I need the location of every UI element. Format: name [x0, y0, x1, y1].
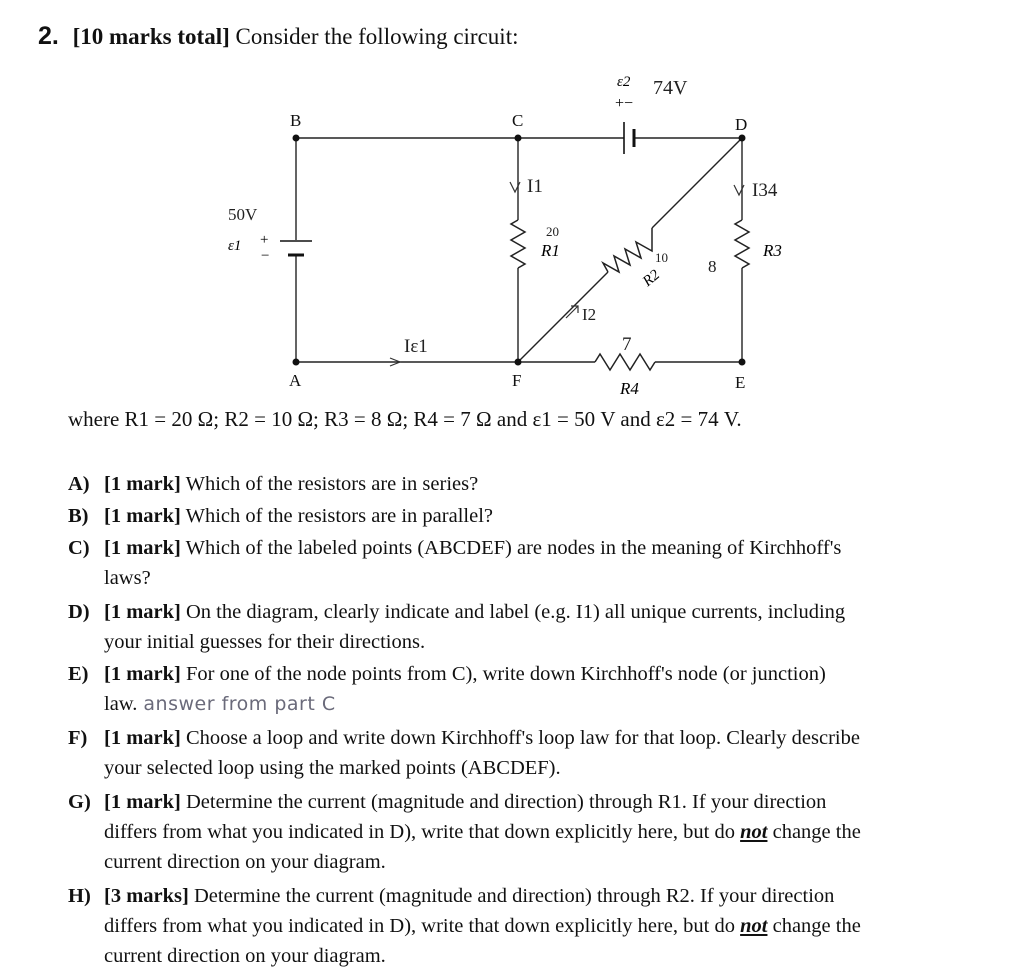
question-total-marks: [10 marks total]: [72, 24, 230, 49]
question-g-line2-end: change the: [772, 821, 861, 843]
current-i2-label: I2: [582, 305, 597, 324]
question-f-letter: F): [68, 727, 88, 749]
question-e-marks: [1 mark]: [104, 663, 181, 685]
node-label-f: F: [512, 371, 522, 390]
question-b: [68, 501, 988, 531]
question-heading: [38, 22, 518, 51]
question-g: [68, 787, 988, 877]
emf1-symbol-label: ε1: [228, 238, 242, 254]
question-h-marks: [3 marks]: [104, 885, 189, 907]
question-h-line2-start: differs from what you indicated in D), write that down explicitly here, but do: [104, 915, 735, 937]
question-h-emphasis-not: not: [740, 915, 768, 937]
r3-name-label: R3: [763, 241, 782, 260]
battery-emf1-symbol: [280, 241, 312, 255]
node-dot-e: [739, 359, 746, 366]
question-f-text-cont: your selected loop using the marked points (ABCDEF).: [104, 757, 561, 779]
question-e-text: For one of the node points from C), write down Kirchhoff's node (or junction): [185, 663, 826, 685]
question-a-text: Which of the resistors are in series?: [185, 473, 479, 495]
emf2-symbol-label: ε2: [617, 74, 631, 90]
resistor-r2-symbol: [603, 228, 652, 272]
question-g-text-cont2: current direction on your diagram.: [104, 851, 386, 873]
circuit-diagram: [0, 60, 1024, 405]
handwritten-answer-note: answer from part C: [143, 693, 336, 715]
question-c-text: Which of the labeled points (ABCDEF) are nodes in the meaning of Kirchhoff's: [185, 537, 842, 559]
question-b-text: Which of the resistors are in parallel?: [185, 505, 493, 527]
node-label-c: C: [512, 111, 524, 130]
question-f-text: Choose a loop and write down Kirchhoff's loop law for that loop. Clearly describe: [185, 727, 860, 749]
question-e-law-word: law.: [104, 693, 138, 715]
question-a-marks: [1 mark]: [104, 473, 181, 495]
question-e-letter: E): [68, 663, 89, 685]
resistor-r3-symbol: [735, 220, 749, 268]
emf1-plus-sign: +: [260, 232, 269, 248]
question-h: [68, 881, 988, 971]
question-b-letter: B): [68, 505, 89, 527]
node-dot-c: [515, 135, 522, 142]
node-dot-a: [293, 359, 300, 366]
wire-r2-d: [652, 138, 742, 228]
question-prompt: Consider the following circuit:: [235, 24, 519, 49]
question-f-marks: [1 mark]: [104, 727, 181, 749]
r1-name-label: R1: [541, 241, 560, 260]
r2-value-label: 10: [655, 250, 668, 265]
question-g-emphasis-not: not: [740, 821, 768, 843]
node-label-d: D: [735, 115, 748, 134]
emf2-polarity-label: +−: [615, 95, 634, 112]
question-c: [68, 533, 988, 593]
node-dot-d: [739, 135, 746, 142]
question-h-text-cont2: current direction on your diagram.: [104, 945, 386, 967]
r3-value-label: 8: [708, 257, 717, 276]
node-dot-f: [515, 359, 522, 366]
question-a: [68, 469, 988, 499]
question-a-letter: A): [68, 473, 90, 495]
question-h-text-cont: [68, 911, 988, 941]
r1-value-label: 20: [546, 224, 559, 239]
current-i1-label: I1: [527, 176, 543, 197]
resistor-r4-symbol: [595, 354, 655, 370]
question-c-text-cont: laws?: [104, 567, 151, 589]
question-h-letter: H): [68, 885, 91, 907]
question-g-marks: [1 mark]: [104, 791, 181, 813]
current-i34-label: I34: [752, 180, 778, 201]
question-f: [68, 723, 988, 783]
question-d: [68, 597, 988, 657]
question-g-line2-start: differs from what you indicated in D), write that down explicitly here, but do: [104, 821, 735, 843]
emf1-value-label: 50V: [228, 205, 258, 224]
emf1-minus-sign: −: [261, 248, 270, 264]
resistor-r1-symbol: [511, 220, 525, 268]
question-c-letter: C): [68, 537, 90, 559]
node-label-b: B: [290, 111, 302, 130]
question-b-marks: [1 mark]: [104, 505, 181, 527]
question-g-letter: G): [68, 791, 91, 813]
question-g-text: Determine the current (magnitude and direction) through R1. If your direction: [185, 791, 827, 813]
current-ie1-label: Iε1: [404, 336, 428, 357]
r4-value-label: 7: [622, 334, 632, 355]
question-e-text-cont: [68, 689, 988, 719]
question-c-marks: [1 mark]: [104, 537, 181, 559]
question-h-line2-end: change the: [772, 915, 861, 937]
question-d-letter: D): [68, 601, 90, 623]
question-h-text: Determine the current (magnitude and direction) through R2. If your direction: [193, 885, 835, 907]
question-number: 2.: [38, 22, 59, 50]
question-d-text: On the diagram, clearly indicate and label (e.g. I1) all unique currents, including: [185, 601, 846, 623]
r2-name-label: R2: [639, 266, 664, 290]
node-dot-b: [293, 135, 300, 142]
question-g-text-cont: [68, 817, 988, 847]
emf2-value-label: 74V: [653, 77, 688, 99]
node-label-e: E: [735, 373, 746, 392]
component-values-line: where R1 = 20 Ω; R2 = 10 Ω; R3 = 8 Ω; R4 = 7 Ω and ε1 = 50 V and ε2 = 74 V.: [68, 407, 742, 431]
question-e: [68, 659, 988, 719]
r4-name-label: R4: [620, 379, 639, 398]
question-d-marks: [1 mark]: [104, 601, 181, 623]
battery-emf2-symbol: [624, 122, 634, 154]
question-d-text-cont: your initial guesses for their directions.: [104, 631, 426, 653]
node-label-a: A: [289, 371, 302, 390]
